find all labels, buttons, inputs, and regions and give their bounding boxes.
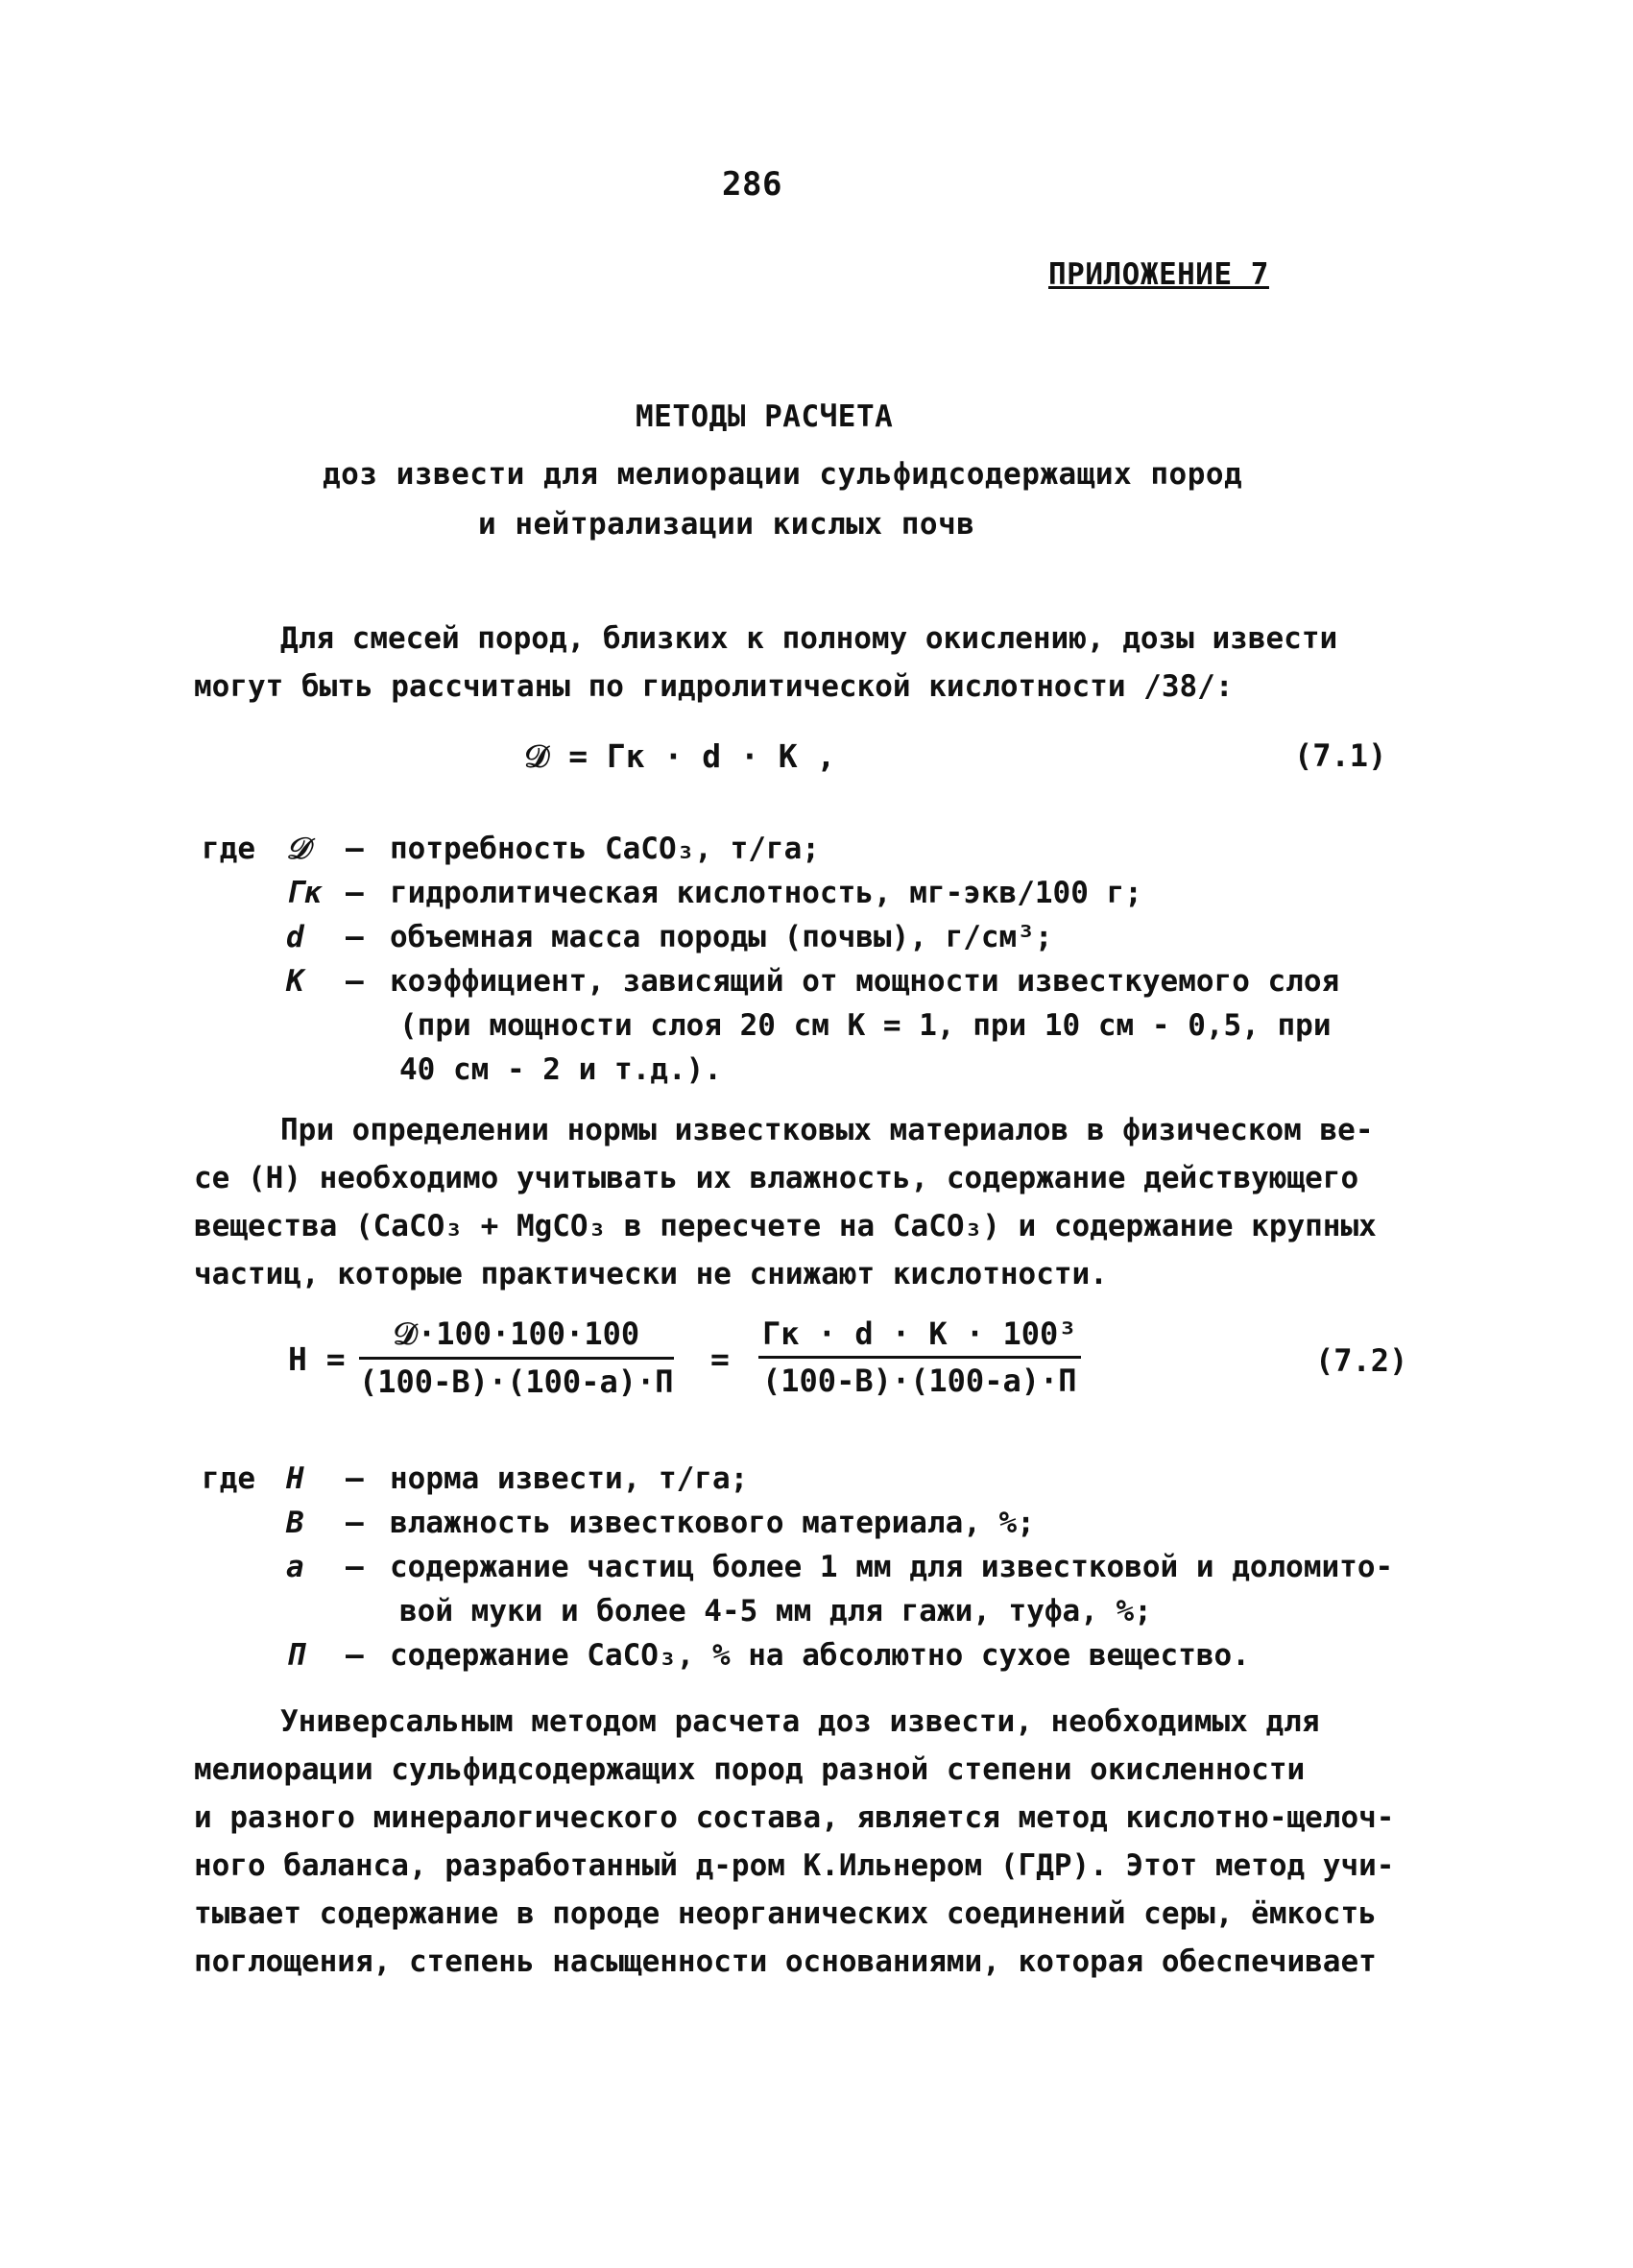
paragraph-line: Универсальным методом расчета доз извести, необходимых для [280,1704,1320,1739]
definition-text: потребность CaCO₃, т/га; [390,832,820,866]
paragraph-line: и разного минералогического состава, является метод кислотно-щелоч- [194,1800,1395,1835]
equation-number-7-1: (7.1) [1294,737,1387,774]
definition-text: норма извести, т/га; [390,1461,749,1496]
definition-row [202,1461,1469,1506]
paragraph-line: Для смесей пород, близких к полному окислению, дозы извести [280,621,1338,656]
definition-dash: – [346,832,364,866]
definition-row [202,1550,1469,1594]
formula-7-1: 𝒟 = Гк · d · К , [524,737,836,775]
fraction-numerator: Гк · d · К · 100³ [758,1315,1081,1359]
definition-text: 40 см - 2 и т.д.). [399,1052,722,1087]
definition-symbol: d [286,920,304,954]
intro-paragraph [194,615,1480,711]
equation-number-7-2: (7.2) [1315,1342,1408,1379]
definition-dash: – [346,1638,364,1673]
section-subtitle-line-2: и нейтрализации кислых почв [478,507,975,542]
definition-dash: – [346,1461,364,1496]
definition-row-continuation [202,1594,1469,1638]
definition-dash: – [346,876,364,910]
definition-row [202,1506,1469,1550]
definition-row [202,832,1469,876]
definition-symbol: 𝒟 [286,832,310,866]
paragraph-line: се (Н) необходимо учитывать их влажность, содержание действующего [194,1161,1359,1195]
paragraph-line: ного баланса, разработанный д-ром К.Ильнером (ГДР). Этот метод учи- [194,1848,1395,1883]
definition-row [202,920,1469,964]
definitions-list-1 [202,832,1469,1097]
definition-text: влажность известкового материала, %; [390,1506,1035,1540]
definition-row-continuation [202,1052,1469,1097]
definition-dash: – [346,1550,364,1584]
definition-row [202,876,1469,920]
fraction-numerator: 𝒟·100·100·100 [359,1315,674,1360]
definition-symbol: К [286,964,304,999]
definition-lead: где [202,832,255,866]
formula-7-2-lhs: Н = [288,1340,346,1378]
paragraph-line: могут быть рассчитаны по гидролитической кислотности /38/: [194,669,1234,704]
definition-text: содержание частиц более 1 мм для известковой и доломито- [390,1550,1394,1584]
formula-7-2-fraction-1 [359,1315,674,1400]
definition-symbol: П [286,1638,304,1673]
definition-symbol: а [286,1550,304,1584]
paragraph-line: вещества (CaCO₃ + MgCO₃ в пересчете на CaCO₃) и содержание крупных [194,1209,1377,1243]
paragraph-line: мелиорации сульфидсодержащих пород разной степени окисленности [194,1752,1306,1787]
definition-text: (при мощности слоя 20 см К = 1, при 10 см - 0,5, при [399,1008,1332,1043]
definition-text: гидролитическая кислотность, мг-экв/100 г; [390,876,1142,910]
definition-text: объемная масса породы (почвы), г/см³; [390,920,1053,954]
paragraph-3 [194,1698,1480,1986]
definition-text: вой муки и более 4-5 мм для гажи, туфа, %; [399,1594,1152,1629]
section-subtitle-line-1: доз извести для мелиорации сульфидсодержащих пород [323,457,1243,492]
fraction-denominator: (100-В)·(100-а)·П [762,1363,1077,1399]
page-number: 286 [722,165,782,204]
definition-dash: – [346,920,364,954]
definition-symbol: Гк [286,876,323,910]
definition-text: содержание CaCO₃, % на абсолютно сухое вещество. [390,1638,1250,1673]
formula-7-2-equals: = [710,1340,730,1378]
definition-row [202,964,1469,1008]
paragraph-line: тывает содержание в породе неорганических соединений серы, ёмкость [194,1896,1377,1931]
formula-7-2-fraction-2 [758,1315,1081,1399]
definition-lead: где [202,1461,255,1496]
section-title: МЕТОДЫ РАСЧЕТА [636,399,894,434]
definition-row-continuation [202,1008,1469,1052]
appendix-label: ПРИЛОЖЕНИЕ 7 [1048,257,1269,292]
paragraph-2 [194,1106,1480,1298]
definition-symbol: Н [286,1461,304,1496]
paragraph-line: поглощения, степень насыщенности основаниями, которая обеспечивает [194,1944,1377,1979]
definition-text: коэффициент, зависящий от мощности известкуемого слоя [390,964,1340,999]
paragraph-line: При определении нормы известковых материалов в физическом ве- [280,1113,1374,1147]
definition-row [202,1638,1469,1682]
fraction-denominator: (100-В)·(100-а)·П [359,1363,674,1400]
definition-dash: – [346,1506,364,1540]
definitions-list-2 [202,1461,1469,1682]
paragraph-line: частиц, которые практически не снижают кислотности. [194,1257,1108,1291]
definition-dash: – [346,964,364,999]
definition-symbol: В [286,1506,304,1540]
